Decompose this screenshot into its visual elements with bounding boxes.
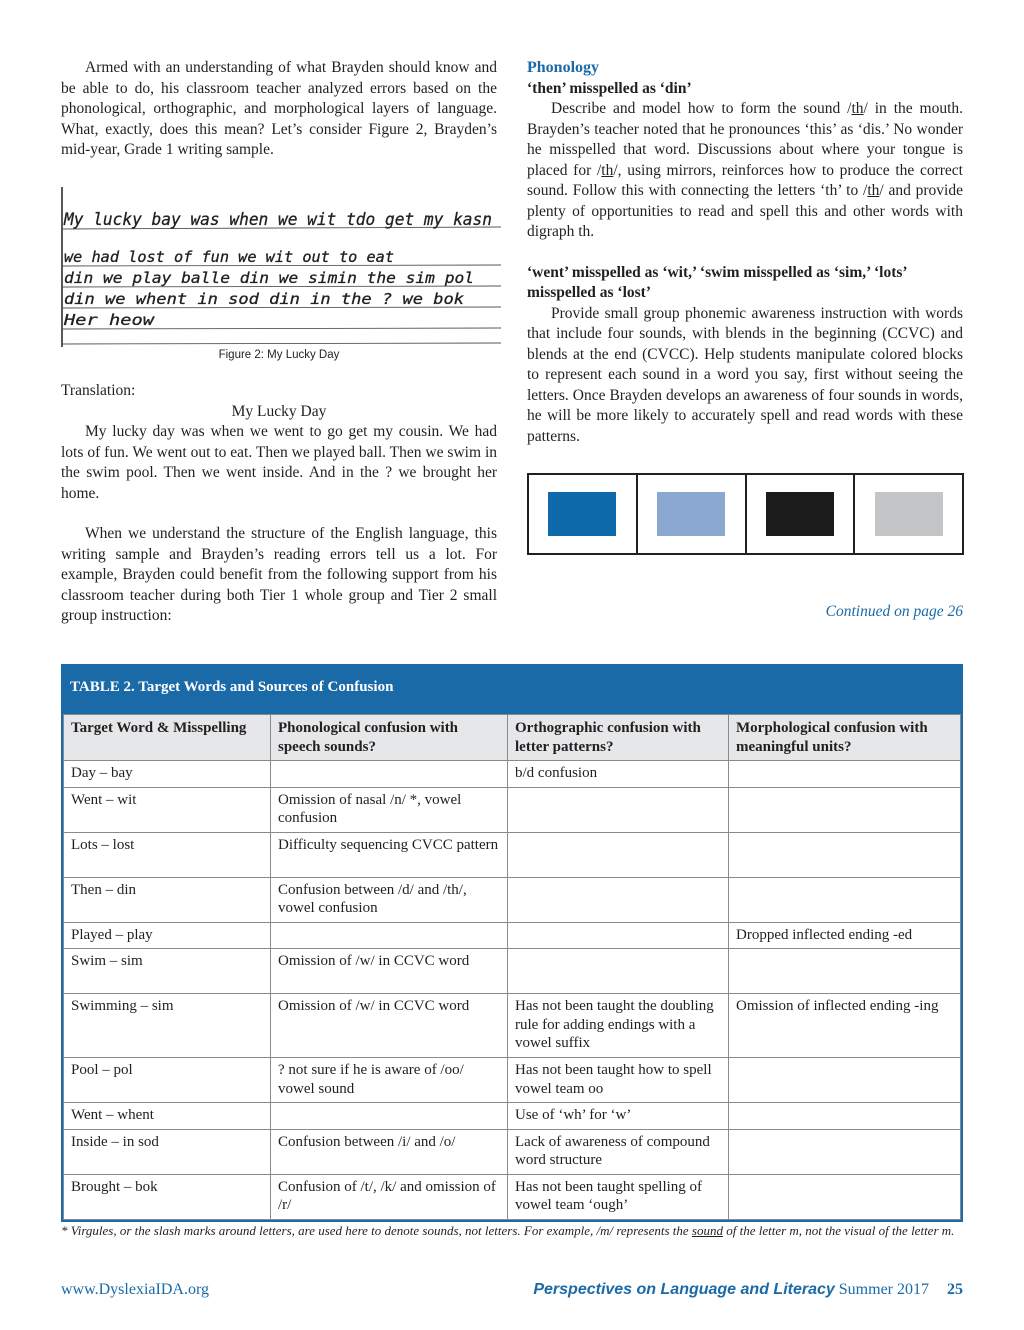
continued-link[interactable]: Continued on page 26 bbox=[825, 603, 963, 620]
table-cell: Went – wit bbox=[64, 787, 271, 832]
table-cell: ? not sure if he is aware of /oo/ vowel sound bbox=[271, 1058, 508, 1103]
table-row bbox=[64, 787, 961, 832]
table-cell: Swimming – sim bbox=[64, 994, 271, 1058]
column-header: Morphological confusion with meaningful units? bbox=[729, 715, 961, 761]
column-header: Orthographic confusion with letter patterns? bbox=[508, 715, 729, 761]
intro-paragraph: Armed with an understanding of what Brayden should know and be able to do, his classroom teacher analyzed errors based on the phonological, orthographic, and morphological layers of language. What, exactly, does this mean? Let’s consider Figure 2, Brayden’s mid-year, Grade 1 writing sample. bbox=[61, 59, 497, 158]
table-body bbox=[64, 761, 961, 1220]
table-cell: Dropped inflected ending -ed bbox=[729, 922, 961, 949]
website-link[interactable]: www.DyslexiaIDA.org bbox=[61, 1281, 209, 1298]
translation-label: Translation: bbox=[61, 382, 136, 399]
table-row bbox=[64, 877, 961, 922]
column-header: Phonological confusion with speech sounds? bbox=[271, 715, 508, 761]
table-cell: Omission of inflected ending -ing bbox=[729, 994, 961, 1058]
table-cell: Omission of nasal /n/ *, vowel confusion bbox=[271, 787, 508, 832]
block-cell bbox=[855, 475, 962, 553]
table-cell bbox=[729, 761, 961, 788]
table-cell bbox=[729, 1174, 961, 1219]
phonemic-awareness-paragraph: Provide small group phonemic awareness instruction with words that include four sounds, with blends in the beginning (CCVC) and blends at the end (CVCC). Help students manipulate colored blocks to represent each sound in a word you say, first without seeing the letters. Once Brayden develops an awareness of four sounds in words, he will be more likely to accurately spell and read words with these patterns. bbox=[527, 304, 963, 445]
table-cell: Pool – pol bbox=[64, 1058, 271, 1103]
journal-title: Perspectives on Language and Literacy bbox=[533, 1281, 835, 1298]
colored-blocks-figure bbox=[527, 473, 964, 555]
table-cell: Has not been taught how to spell vowel team oo bbox=[508, 1058, 729, 1103]
block-cell bbox=[529, 475, 638, 553]
table-cell: Then – din bbox=[64, 877, 271, 922]
table-cell: Has not been taught spelling of vowel team ‘ough’ bbox=[508, 1174, 729, 1219]
table-cell bbox=[508, 832, 729, 877]
table-cell: Played – play bbox=[64, 922, 271, 949]
section-heading: Phonology bbox=[527, 59, 600, 76]
handwriting-figure bbox=[61, 187, 501, 347]
table-cell: Confusion between /i/ and /o/ bbox=[271, 1129, 508, 1174]
colored-block bbox=[766, 492, 834, 536]
table-row bbox=[64, 1129, 961, 1174]
block-cell bbox=[638, 475, 747, 553]
table-cell: Lack of awareness of compound word structure bbox=[508, 1129, 729, 1174]
table-cell: Brought – bok bbox=[64, 1174, 271, 1219]
handwriting-line: My lucky bay was when we wit tdo get my kasn bbox=[63, 209, 492, 230]
page-number: 25 bbox=[947, 1281, 963, 1298]
phonology-paragraph: Describe and model how to form the sound /th/ in the mouth. Brayden’s teacher noted that he pronounces ‘this’ as ‘dis.’ No wonder he misspelled that word. Discussions about where your tongue is placed for /th/, using mirrors, reinforces how to produce the correct sound. Follow this with connecting the letters ‘th’ to /th/ and provide plenty of opportunities to read and spell this and other words with digraph th. bbox=[527, 100, 964, 240]
table-cell: b/d confusion bbox=[508, 761, 729, 788]
table-row bbox=[64, 949, 961, 994]
figure-caption: Figure 2: My Lucky Day bbox=[218, 348, 340, 361]
table-row bbox=[64, 1174, 961, 1219]
table-cell bbox=[508, 949, 729, 994]
table-cell bbox=[729, 1103, 961, 1130]
colored-block bbox=[657, 492, 725, 536]
table-cell: Went – whent bbox=[64, 1103, 271, 1130]
table-cell bbox=[729, 787, 961, 832]
table-row bbox=[64, 922, 961, 949]
publication-info bbox=[533, 1281, 963, 1299]
table-cell bbox=[508, 922, 729, 949]
table-header-row bbox=[64, 715, 961, 761]
table-cell bbox=[271, 1103, 508, 1130]
handwriting-line: we had lost of fun we wit out to eat bbox=[64, 247, 394, 266]
table-cell: Use of ‘wh’ for ‘w’ bbox=[508, 1103, 729, 1130]
table-row bbox=[64, 1103, 961, 1130]
table-cell bbox=[271, 761, 508, 788]
table-cell: Day – bay bbox=[64, 761, 271, 788]
colored-block bbox=[875, 492, 943, 536]
confusion-table bbox=[63, 714, 961, 1220]
footnote: * Virgules, or the slash marks around letters, are used here to denote sounds, not letters. For example, /m/ represents the sound of the letter m, not the visual of the letter m. bbox=[61, 1223, 955, 1238]
table-2 bbox=[61, 664, 963, 1222]
table-cell: Confusion between /d/ and /th/, vowel confusion bbox=[271, 877, 508, 922]
table-cell: Inside – in sod bbox=[64, 1129, 271, 1174]
table-cell bbox=[729, 1058, 961, 1103]
colored-block bbox=[548, 492, 616, 536]
page-footer bbox=[61, 1281, 963, 1303]
table-cell: Omission of /w/ in CCVC word bbox=[271, 949, 508, 994]
table-row bbox=[64, 1058, 961, 1103]
column-header: Target Word & Misspelling bbox=[64, 715, 271, 761]
table-cell: Lots – lost bbox=[64, 832, 271, 877]
body-paragraph: When we understand the structure of the English language, this writing sample and Brayden’s reading errors tell us a lot. For example, Brayden could benefit from the following support from his classroom teacher during both Tier 1 whole group and Tier 2 small group instruction: bbox=[61, 525, 497, 624]
table-row bbox=[64, 832, 961, 877]
table-cell: Swim – sim bbox=[64, 949, 271, 994]
table-cell bbox=[729, 877, 961, 922]
left-column bbox=[61, 58, 497, 627]
table-row bbox=[64, 994, 961, 1058]
table-cell bbox=[729, 832, 961, 877]
handwriting-line: din we play balle din we simin the sim pol bbox=[64, 268, 475, 287]
table-cell: Difficulty sequencing CVCC pattern bbox=[271, 832, 508, 877]
table-cell bbox=[508, 787, 729, 832]
translation-text: My lucky day was when we went to go get my cousin. We had lots of fun. We went out to eat. Then we played ball. Then we swim in the swim pool. Then we went inside. And in the ? we brought her home. bbox=[61, 423, 497, 502]
table-row bbox=[64, 761, 961, 788]
subheading-went-wit: ‘went’ misspelled as ‘wit,’ ‘swim misspelled as ‘sim,’ ‘lots’ misspelled as ‘lost’ bbox=[527, 263, 907, 301]
block-cell bbox=[747, 475, 856, 553]
table-cell bbox=[729, 949, 961, 994]
table-cell bbox=[729, 1129, 961, 1174]
table-cell bbox=[271, 922, 508, 949]
translation-title: My Lucky Day bbox=[231, 402, 327, 420]
handwriting-line: Her heow bbox=[62, 310, 156, 329]
handwriting-sample-image bbox=[61, 187, 501, 347]
table-cell bbox=[508, 877, 729, 922]
handwriting-line: din we whent in sod din in the ? we bok bbox=[64, 289, 464, 308]
subheading-then-din: ‘then’ misspelled as ‘din’ bbox=[527, 79, 692, 97]
right-column bbox=[527, 58, 963, 623]
issue-season: Summer 2017 bbox=[838, 1281, 929, 1298]
table-cell: Omission of /w/ in CCVC word bbox=[271, 994, 508, 1058]
table-cell: Confusion of /t/, /k/ and omission of /r/ bbox=[271, 1174, 508, 1219]
table-title: TABLE 2. Target Words and Sources of Confusion bbox=[61, 664, 963, 714]
table-cell: Has not been taught the doubling rule for adding endings with a vowel suffix bbox=[508, 994, 729, 1058]
